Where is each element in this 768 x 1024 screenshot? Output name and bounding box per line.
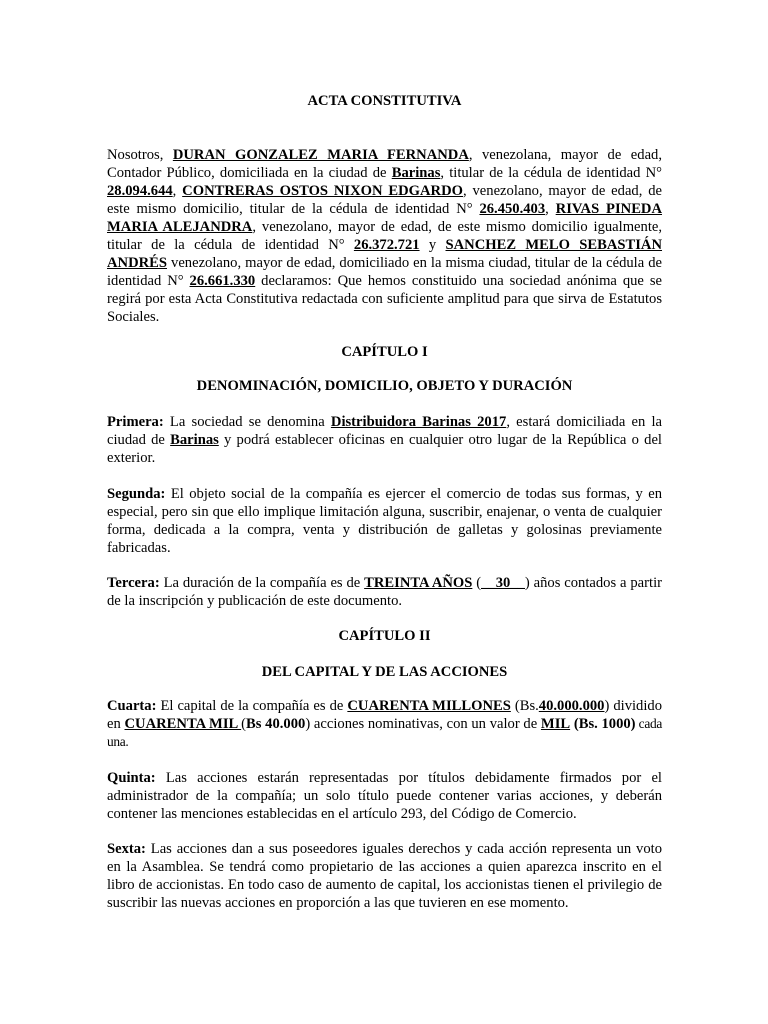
intro-text: , titular de la cédula de identidad N° xyxy=(440,165,662,181)
intro-paragraph xyxy=(107,146,662,326)
clause-text: El capital de la compañía es de xyxy=(156,698,348,714)
clause-label: Sexta: xyxy=(107,841,146,857)
duration-number: __30__ xyxy=(481,575,525,591)
id-number-2: 26.450.403 xyxy=(479,201,546,217)
chapter-2-subheading: DEL CAPITAL Y DE LAS ACCIONES xyxy=(261,664,508,680)
clause-sexta xyxy=(107,840,662,912)
intro-text: y xyxy=(419,237,446,253)
capital-number: 40.000.000 xyxy=(538,698,605,714)
city-name: Barinas xyxy=(391,165,441,181)
clause-label: Cuarta: xyxy=(107,698,157,714)
capital-words: CUARENTA MILLONES xyxy=(347,698,511,714)
clause-text: ) dividido en xyxy=(107,698,662,732)
clause-text: y podrá establecer oficinas en cualquier otro lugar de la República o del exterior. xyxy=(107,432,662,466)
clause-segunda xyxy=(107,485,662,557)
intro-text: , venezolana, mayor de edad, Contador Público, domiciliada en la ciudad de xyxy=(107,147,663,181)
clause-text: La duración de la compañía es de xyxy=(159,575,365,591)
clause-label: Segunda: xyxy=(107,486,166,502)
intro-text: Nosotros, xyxy=(107,147,173,163)
shares-number: Bs 40.000 xyxy=(246,716,306,732)
company-name: Distribuidora Barinas 2017 xyxy=(330,414,507,430)
intro-text: venezolano, mayor de edad, domiciliado en la misma ciudad, titular de la cédula de identidad N° xyxy=(107,255,662,289)
intro-text: , xyxy=(172,183,183,199)
id-number-3: 26.372.721 xyxy=(353,237,420,253)
intro-text: , venezolano, mayor de edad, de este mismo domicilio, titular de la cédula de identidad N° xyxy=(107,183,662,217)
share-value-number: (Bs. 1000) xyxy=(573,716,636,732)
intro-text: , xyxy=(545,201,556,217)
partner-name-2: CONTRERAS OSTOS NIXON EDGARDO xyxy=(182,183,463,199)
intro-text: , venezolano, mayor de edad, de este mismo domicilio igualmente, titular de la cédula de identidad N° xyxy=(107,219,662,253)
clause-text: El objeto social de la compañía es ejercer el comercio de todas sus formas, y en especial, pero sin que ello implique limitación alguna, suscribir, enajenar, o venta de cualquier forma, dedicada a la compra, venta y distribución de galletas y golosinas previamente fabricadas. xyxy=(107,486,662,556)
clause-text: Las acciones estarán representadas por títulos debidamente firmados por el administrador de la compañía; un solo título puede contener varias acciones, y deberán contener las menciones establecidas en el artículo 293, del Código de Comercio. xyxy=(107,770,662,822)
clause-text: ( xyxy=(472,575,482,591)
duration-words: TREINTA AÑOS xyxy=(364,575,473,591)
clause-cuarta xyxy=(107,697,662,751)
shares-words: CUARENTA MIL xyxy=(124,716,242,732)
clause-text: ( xyxy=(241,716,247,732)
share-value-words: MIL xyxy=(540,716,571,732)
partner-name-1: DURAN GONZALEZ MARIA FERNANDA xyxy=(172,147,469,163)
id-number-1: 28.094.644 xyxy=(107,183,173,199)
clause-text: La sociedad se denomina xyxy=(163,414,331,430)
clause-text: cada una. xyxy=(107,716,662,749)
clause-label: Primera: xyxy=(107,414,164,430)
partner-name-4: SANCHEZ MELO SEBASTIÁN ANDRÉS xyxy=(107,237,663,271)
clause-label: Tercera: xyxy=(107,575,160,591)
clause-quinta xyxy=(107,769,662,823)
chapter-2-heading: CAPÍTULO II xyxy=(338,628,431,644)
clause-text: Las acciones dan a sus poseedores iguales derechos y cada acción representa un voto en la Asamblea. Se tendrá como propietario de las acciones a quien aparezca inscrito en el libro de accionistas. En todo caso de aumento de capital, los accionistas tienen el privilegio de suscribir las nuevas acciones en proporción a las que tuvieren en ese momento. xyxy=(107,841,662,911)
intro-text: declaramos: Que hemos constituido una sociedad anónima que se regirá por esta Acta Constitutiva redactada con suficiente amplitud para que sirva de Estatutos Sociales. xyxy=(107,273,662,325)
document-title: ACTA CONSTITUTIVA xyxy=(307,93,462,109)
chapter-1-subheading: DENOMINACIÓN, DOMICILIO, OBJETO Y DURACIÓN xyxy=(196,378,573,394)
clause-text: , estará domiciliada en la ciudad de xyxy=(107,414,663,448)
clause-text: (Bs. xyxy=(510,698,539,714)
partner-name-3: RIVAS PINEDA MARIA ALEJANDRA xyxy=(107,201,663,235)
city-name: Barinas xyxy=(170,432,219,448)
clause-text: ) años contados a partir de la inscripción y publicación de este documento. xyxy=(107,575,662,609)
clause-tercera xyxy=(107,574,662,610)
clause-label: Quinta: xyxy=(107,770,156,786)
clause-text: ) acciones nominativas, con un valor de xyxy=(305,716,541,732)
clause-primera xyxy=(107,413,662,467)
id-number-4: 26.661.330 xyxy=(189,273,256,289)
chapter-1-heading: CAPÍTULO I xyxy=(341,344,428,360)
